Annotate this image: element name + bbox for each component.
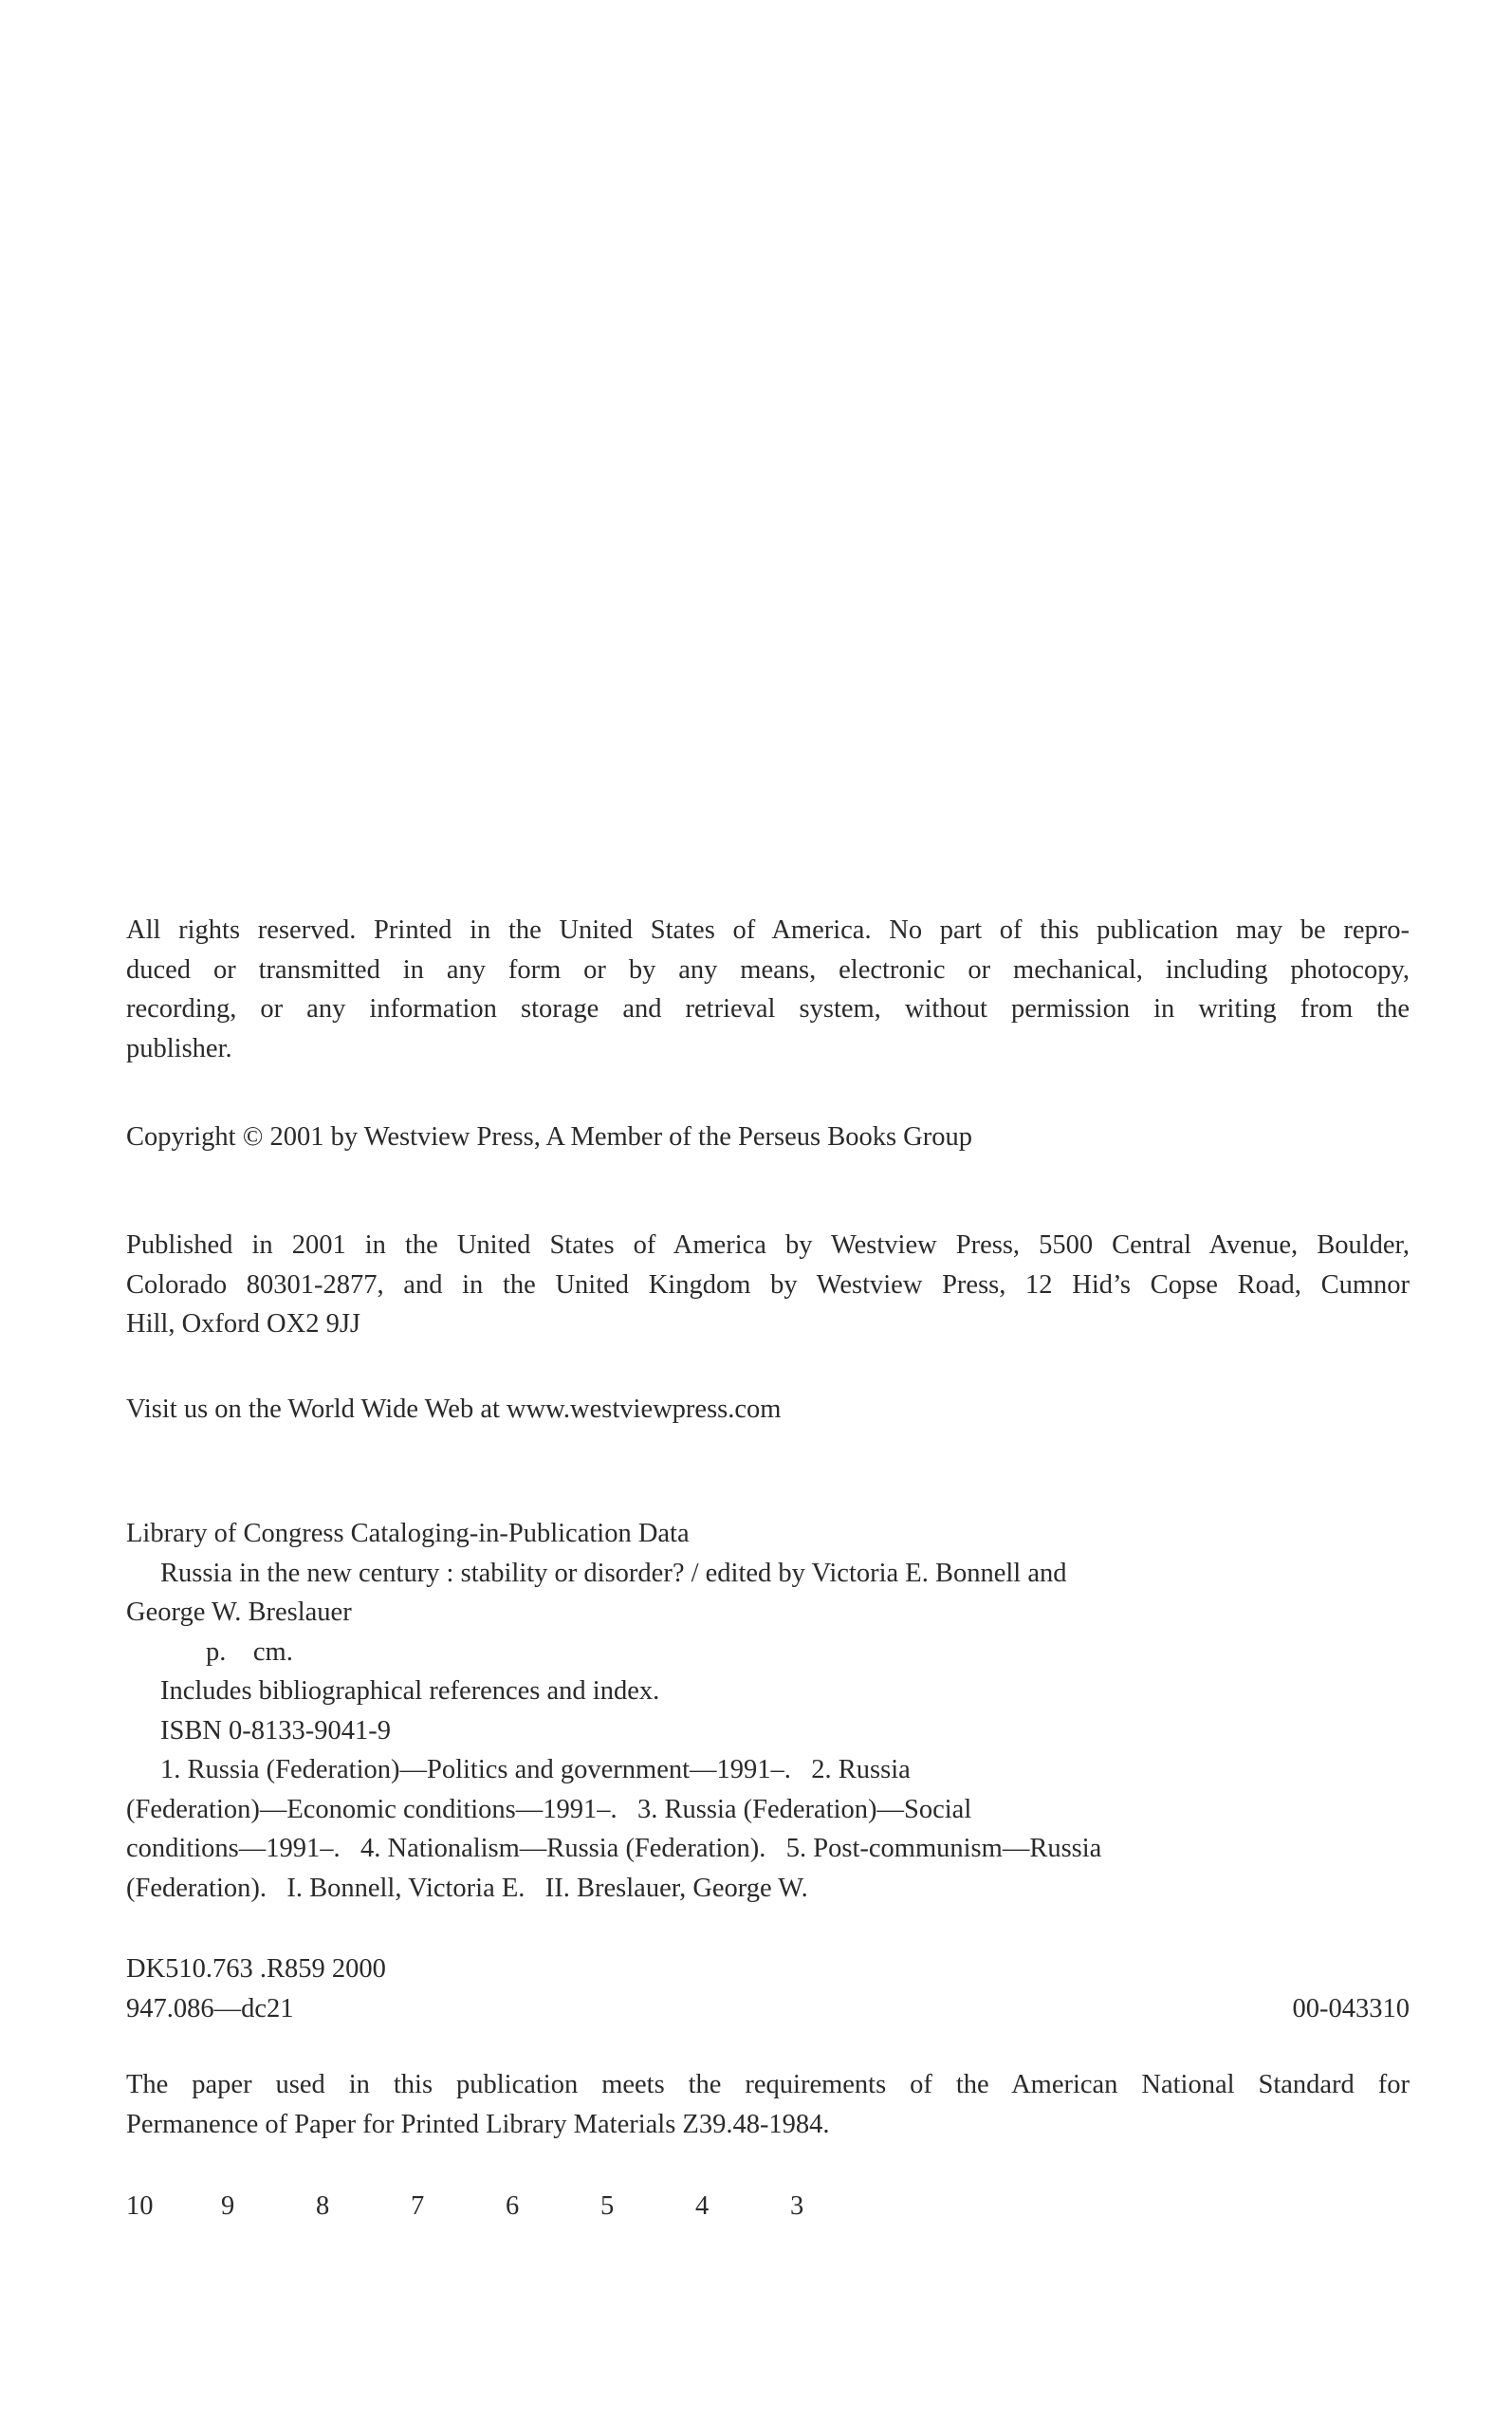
published-line: Colorado 80301-2877, and in the United Kingdom by Westview Press, 12 Hid’s Copse Road, Cumnor (126, 1269, 1410, 1300)
lccn: 00-043310 (1292, 1993, 1410, 2023)
printing-number: 6 (506, 2191, 520, 2221)
paper-line: The paper used in this publication meets the requirements of the American National Standard for (126, 2070, 1410, 2099)
copyright-statement (126, 1118, 1410, 1157)
cip-title: Russia in the new century : stability or disorder? / edited by Victoria E. Bonnell and (160, 1558, 1067, 1588)
printing-number: 3 (790, 2191, 804, 2221)
paper-line: Permanence of Paper for Printed Library Materials Z39.48-1984. (126, 2109, 830, 2139)
rights-line: All rights reserved. Printed in the United States of America. No part of this publication may be repro- (126, 915, 1410, 945)
printing-number: 8 (316, 2191, 330, 2221)
printing-number: 5 (600, 2191, 615, 2221)
rights-line: duced or transmitted in any form or by any means, electronic or mechanical, including photocopy, (126, 954, 1410, 985)
rights-notice (126, 911, 1410, 1068)
printing-number: 7 (411, 2191, 425, 2221)
cip-subject: (Federation). I. Bonnell, Victoria E. II. Breslauer, George W. (126, 1873, 808, 1903)
cip-isbn: ISBN 0-8133-9041-9 (160, 1715, 392, 1746)
cip-data (126, 1514, 1410, 1908)
dewey-number: 947.086—dc21 (126, 1993, 294, 2023)
cip-subject: (Federation)—Economic conditions—1991–. 3. Russia (Federation)—Social (126, 1794, 972, 1824)
cip-includes: Includes bibliographical references and index. (160, 1676, 660, 1706)
printing-number: 10 (126, 2191, 154, 2221)
printing-number: 4 (695, 2191, 710, 2221)
website-notice (126, 1390, 1410, 1430)
cip-subject: conditions—1991–. 4. Nationalism—Russia (Federation). 5. Post-communism—Russia (126, 1834, 1102, 1863)
dewey-row (126, 1989, 1410, 2029)
paper-notice (126, 2065, 1410, 2144)
publisher-info (126, 1226, 1410, 1344)
rights-line: recording, or any information storage and retrieval system, without permission in writing from the (126, 994, 1410, 1024)
printing-number: 9 (221, 2191, 235, 2221)
copyright-line: Copyright © 2001 by Westview Press, A Member of the Perseus Books Group (126, 1122, 972, 1152)
cip-pages: p. cm. (206, 1636, 293, 1667)
website-line: Visit us on the World Wide Web at www.westviewpress.com (126, 1395, 782, 1424)
published-line: Published in 2001 in the United States of America by Westview Press, 5500 Central Avenue, Boulder, (126, 1230, 1410, 1260)
classification (126, 1949, 1410, 2028)
printing-line (126, 2187, 1410, 2226)
cip-subject: 1. Russia (Federation)—Politics and government—1991–. 2. Russia (160, 1755, 911, 1784)
rights-line: publisher. (126, 1033, 232, 1063)
cip-title: George W. Breslauer (126, 1598, 352, 1627)
published-line: Hill, Oxford OX2 9JJ (126, 1309, 360, 1339)
lc-call-number: DK510.763 .R859 2000 (126, 1954, 386, 1984)
cip-heading: Library of Congress Cataloging-in-Publication Data (126, 1519, 690, 1548)
